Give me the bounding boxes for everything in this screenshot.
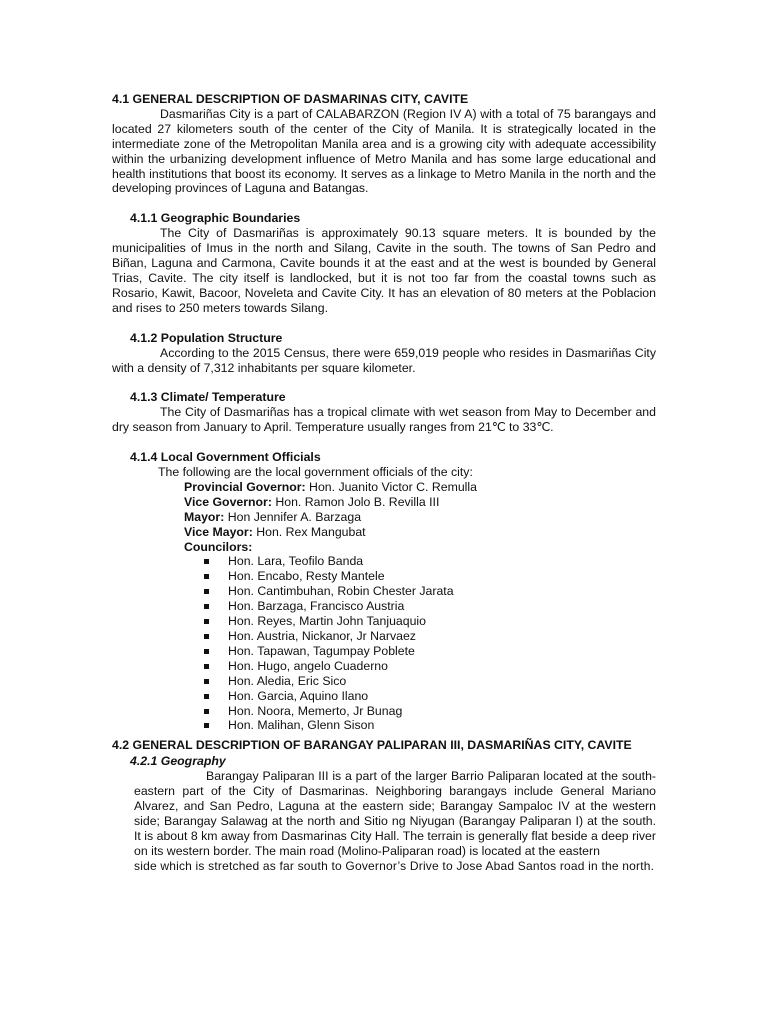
list-item: Hon. Aledia, Eric Sico bbox=[204, 674, 656, 689]
list-item: Hon. Lara, Teofilo Banda bbox=[204, 554, 656, 569]
official-role: Mayor: bbox=[184, 509, 225, 524]
list-item: Hon. Tapawan, Tagumpay Poblete bbox=[204, 644, 656, 659]
section-4-1-2-body: According to the 2015 Census, there were 659,019 people who resides in Dasmariñas City with a density of 7,312 inhabitants per square kilometer. bbox=[112, 345, 656, 375]
councilors-list bbox=[112, 554, 656, 733]
official-provincial-governor bbox=[184, 480, 656, 495]
list-item: Hon. Encabo, Resty Mantele bbox=[204, 569, 656, 584]
official-name: Hon. Rex Mangubat bbox=[252, 524, 366, 539]
officials-intro: The following are the local government officials of the city: bbox=[158, 465, 473, 480]
official-mayor bbox=[184, 510, 656, 525]
section-4-1-3 bbox=[112, 390, 656, 435]
section-4-1-1 bbox=[112, 211, 656, 315]
document-body bbox=[112, 92, 656, 874]
list-item: Hon. Garcia, Aquino Ilano bbox=[204, 689, 656, 704]
section-4-1-2-heading: 4.1.2 Population Structure bbox=[130, 330, 283, 345]
section-4-2-1-body: Barangay Paliparan III is a part of the larger Barrio Paliparan located at the south-eastern part of the City of Dasmarinas. Neighboring barangays include General Mariano Alvarez, and San Pedro, Laguna at the eastern side; Barangay Sampaloc IV at the western side; Barangay Salawag at the north and Sitio ng Niyugan (Barangay Paliparan I) at the south. It is about 8 km away from Dasmarinas City Hall. The terrain is generally flat beside a deep river on its western border. The main road (Molino-Paliparan road) is located at the eastern bbox=[134, 769, 656, 858]
councilors-label: Councilors: bbox=[184, 539, 253, 554]
officials-list bbox=[184, 480, 656, 555]
section-4-1-4-heading: 4.1.4 Local Government Officials bbox=[130, 450, 321, 465]
official-role: Vice Governor: bbox=[184, 494, 272, 509]
list-item: Hon. Hugo, angelo Cuaderno bbox=[204, 659, 656, 674]
section-4-1-heading: 4.1 GENERAL DESCRIPTION OF DASMARINAS CITY, CAVITE bbox=[112, 92, 469, 106]
list-item: Hon. Austria, Nickanor, Jr Narvaez bbox=[204, 629, 656, 644]
official-name: Hon Jennifer A. Barzaga bbox=[224, 509, 362, 524]
councilors-label-row bbox=[184, 540, 656, 555]
official-role: Vice Mayor: bbox=[184, 524, 253, 539]
section-4-1-3-heading: 4.1.3 Climate/ Temperature bbox=[130, 390, 286, 405]
list-item: Hon. Barzaga, Francisco Austria bbox=[204, 599, 656, 614]
official-name: Hon. Juanito Victor C. Remulla bbox=[305, 479, 477, 494]
section-4-1-1-heading: 4.1.1 Geographic Boundaries bbox=[130, 211, 301, 226]
section-4-2-heading: 4.2 GENERAL DESCRIPTION OF BARANGAY PALIPARAN III, DASMARIÑAS CITY, CAVITE bbox=[112, 738, 632, 753]
section-4-1-body: Dasmariñas City is a part of CALABARZON (Region IV A) with a total of 75 barangays and located 27 kilometers south of the center of the City of Manila. It is strategically located in the intermediate zone of the Metropolitan Manila area and is a growing city with adequate accessibility within the urbanizing development influence of Metro Manila and has some large educational and health institutions that boost its economy. It serves as a linkage to Metro Manila in the north and the developing provinces of Laguna and Batangas. bbox=[112, 106, 656, 196]
official-vice-governor bbox=[184, 495, 656, 510]
section-4-1-1-body: The City of Dasmariñas is approximately 90.13 square meters. It is bounded by the municipalities of Imus in the north and Silang, Cavite in the south. The towns of San Pedro and Biñan, Laguna and Carmona, Cavite bounds it at the east and at the west is bounded by General Trias, Cavite. The city itself is landlocked, but it is not too far from the coastal towns such as Rosario, Kawit, Bacoor, Noveleta and Cavite City. It has an elevation of 80 meters at the Poblacion and rises to 250 meters towards Silang. bbox=[112, 226, 656, 315]
official-vice-mayor bbox=[184, 525, 656, 540]
list-item: Hon. Cantimbuhan, Robin Chester Jarata bbox=[204, 584, 656, 599]
section-4-1-2 bbox=[112, 331, 656, 376]
official-role: Provincial Governor: bbox=[184, 479, 306, 494]
official-name: Hon. Ramon Jolo B. Revilla III bbox=[271, 494, 440, 509]
list-item: Hon. Reyes, Martin John Tanjuaquio bbox=[204, 614, 656, 629]
section-4-1-3-body: The City of Dasmariñas has a tropical climate with wet season from May to December and dry season from January to April. Temperature usually ranges from 21℃ to 33℃. bbox=[112, 405, 656, 435]
section-4-2-1-last-line: side which is stretched as far south to Governor’s Drive to Jose Abad Santos road in the north. bbox=[134, 858, 655, 873]
list-item: Hon. Noora, Memerto, Jr Bunag bbox=[204, 704, 656, 719]
section-4-1-4 bbox=[112, 450, 656, 733]
section-4-2-1-heading: 4.2.1 Geography bbox=[130, 754, 226, 769]
list-item: Hon. Malihan, Glenn Sison bbox=[204, 718, 656, 733]
